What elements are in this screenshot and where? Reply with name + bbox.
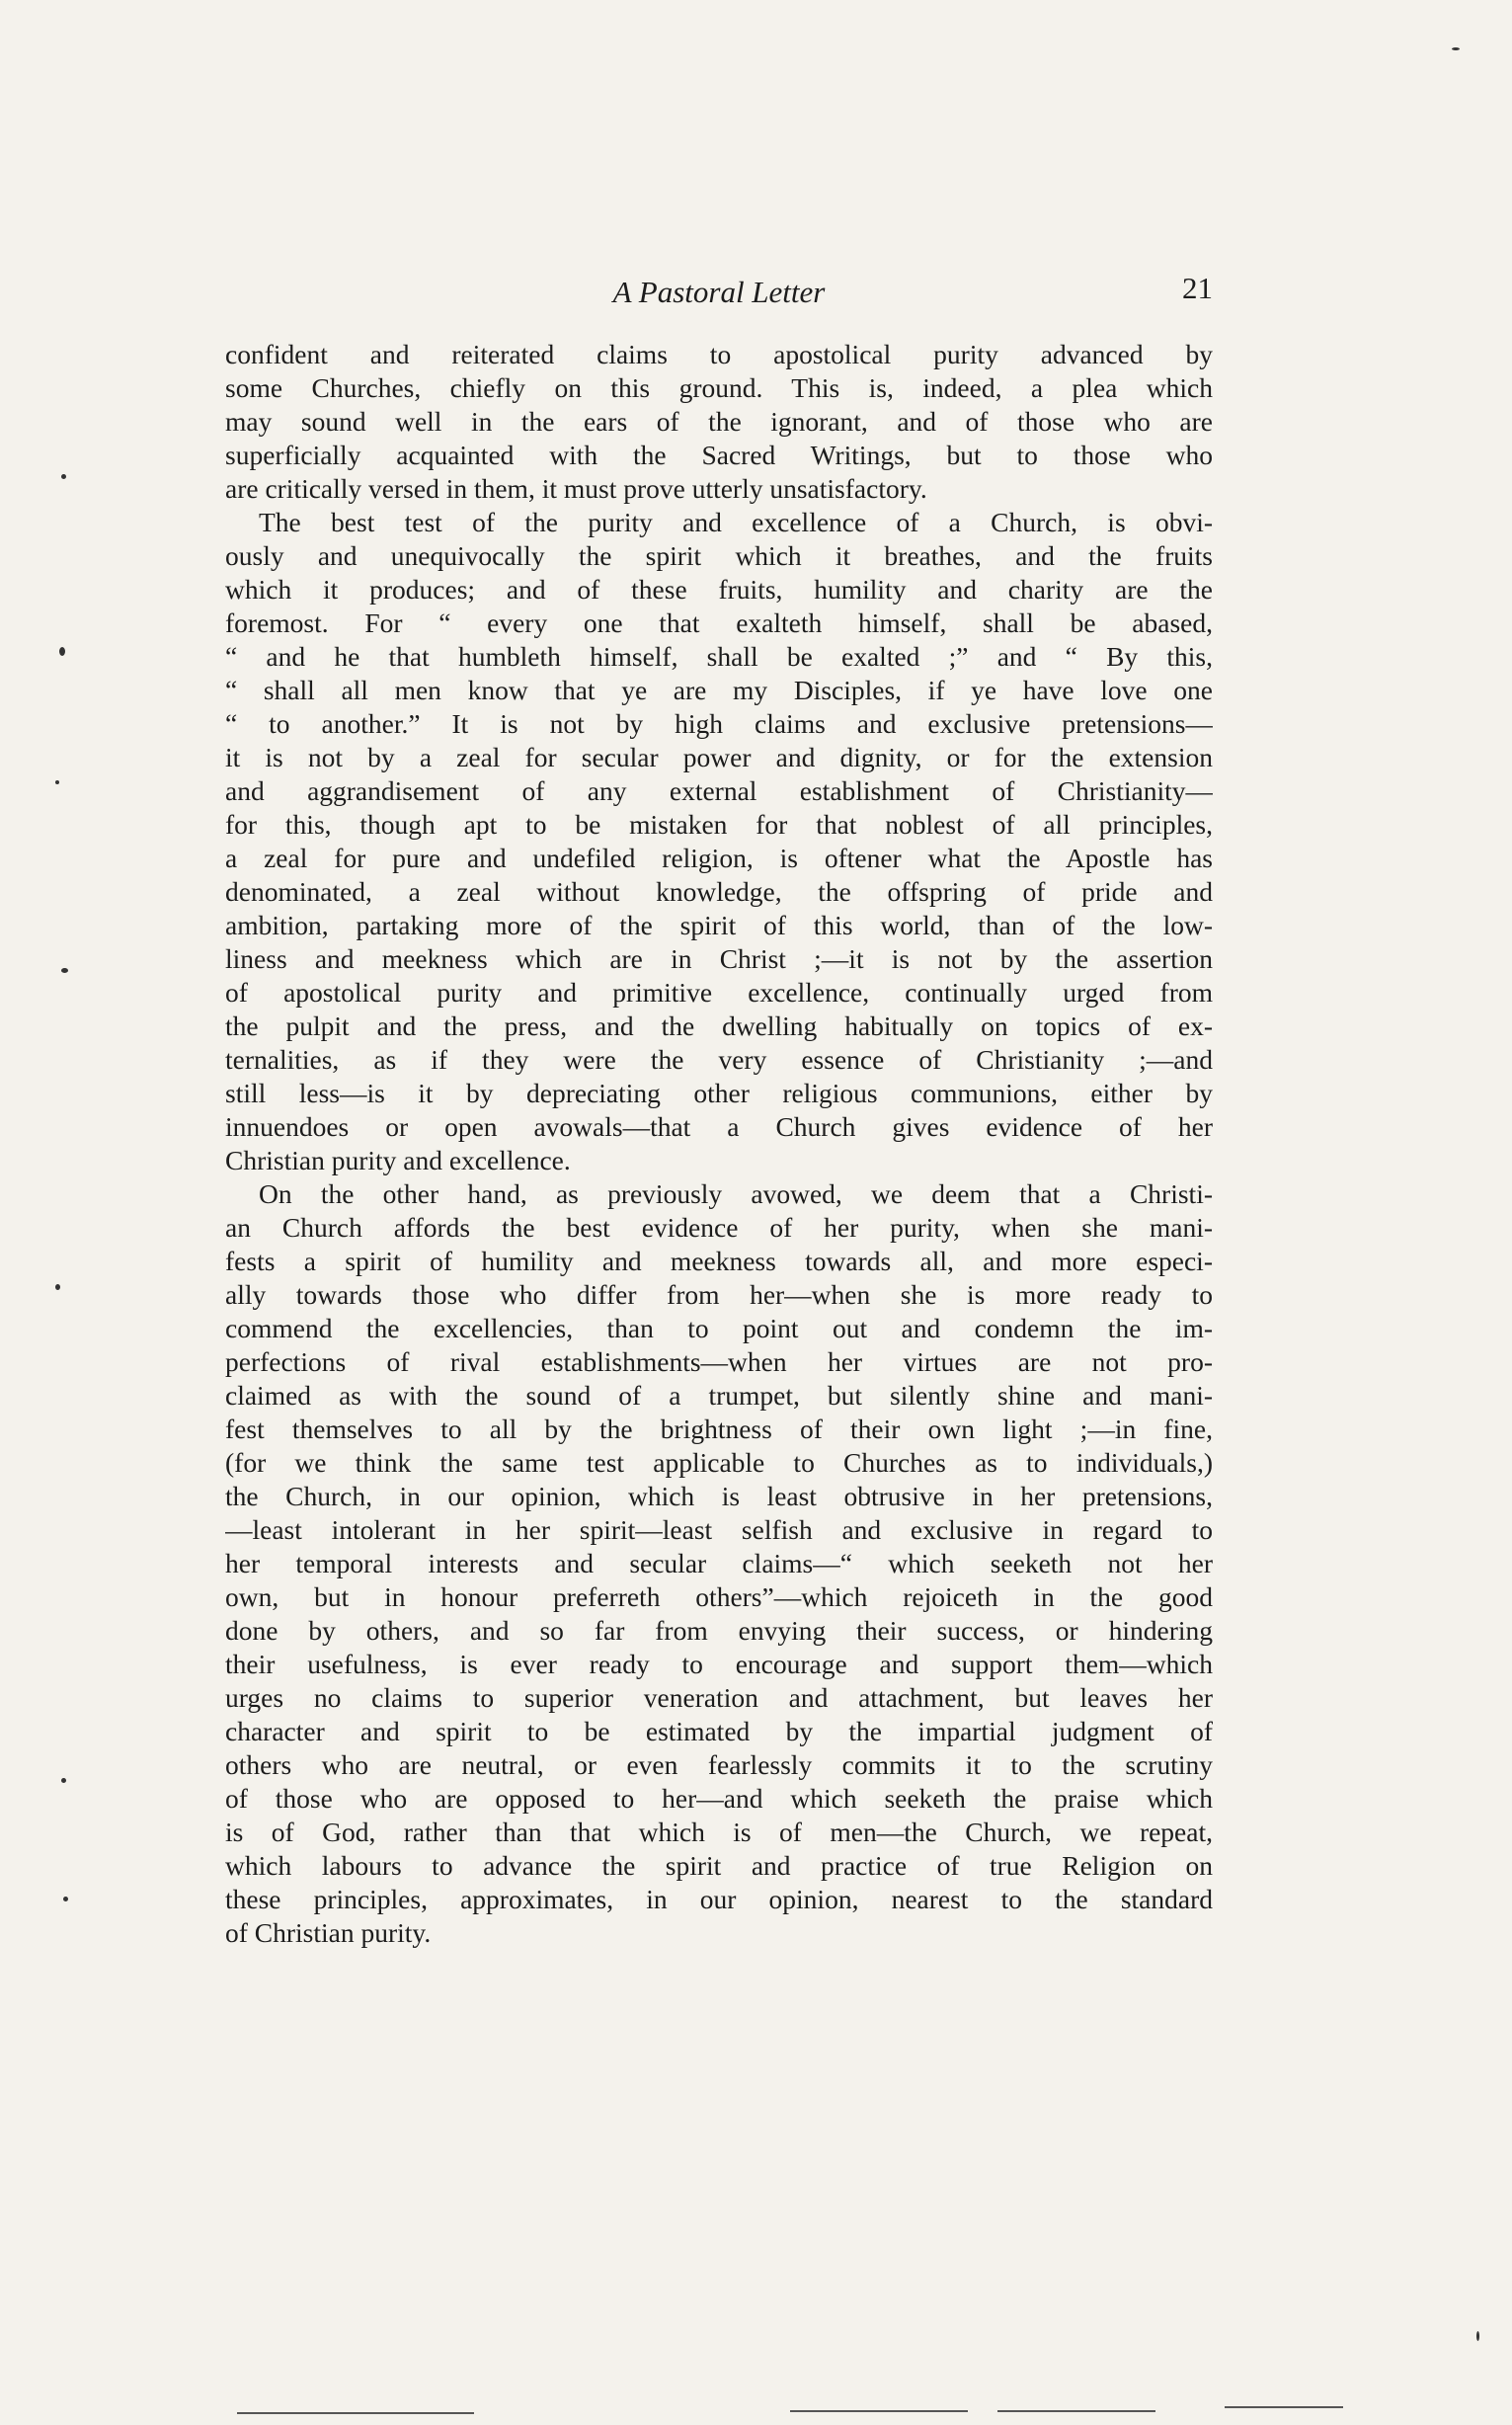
- text-line: of those who are opposed to her—and which seeketh the praise which: [225, 1783, 1213, 1814]
- text-line: fests a spirit of humility and meekness towards all, and more especi-: [225, 1246, 1213, 1276]
- scan-speck: [63, 1897, 68, 1901]
- text-line: of Christian purity.: [225, 1917, 432, 1948]
- text-line: character and spirit to be estimated by the impartial judgment of: [225, 1716, 1213, 1746]
- text-line: a zeal for pure and undefiled religion, is oftener what the Apostle has: [225, 843, 1213, 873]
- text-line: denominated, a zeal without knowledge, the offspring of pride and: [225, 876, 1213, 907]
- text-line: the pulpit and the press, and the dwelling habitually on topics of ex-: [225, 1010, 1213, 1041]
- text-line: (for we think the same test applicable to Churches as to individuals,): [225, 1447, 1213, 1478]
- text-line: the Church, in our opinion, which is least obtrusive in her pretensions,: [225, 1481, 1213, 1511]
- text-line: innuendoes or open avowals—that a Church gives evidence of her: [225, 1111, 1213, 1142]
- text-line: ambition, partaking more of the spirit of this world, than of the low-: [225, 910, 1213, 940]
- scan-edge-line: [790, 2410, 968, 2412]
- text-line: perfections of rival establishments—when her virtues are not pro-: [225, 1346, 1213, 1377]
- text-line: ternalities, as if they were the very essence of Christianity ;—and: [225, 1044, 1213, 1075]
- text-line: On the other hand, as previously avowed, we deem that a Christi-: [259, 1178, 1213, 1209]
- text-line: liness and meekness which are in Christ ;—it is not by the assertion: [225, 943, 1213, 974]
- text-line: ally towards those who differ from her—when she is more ready to: [225, 1279, 1213, 1310]
- text-line: of apostolical purity and primitive excellence, continually urged from: [225, 977, 1213, 1008]
- scan-speck: [61, 1778, 66, 1783]
- paragraph: [225, 506, 1213, 1177]
- text-line: urges no claims to superior veneration and attachment, but leaves her: [225, 1682, 1213, 1713]
- text-line: own, but in honour preferreth others”—which rejoiceth in the good: [225, 1581, 1213, 1612]
- text-line: ously and unequivocally the spirit which it breathes, and the fruits: [225, 540, 1213, 571]
- scan-edge-line: [997, 2410, 1155, 2412]
- scan-edge-line: [237, 2412, 474, 2414]
- scan-speck: [61, 968, 68, 973]
- scan-speck: [1452, 47, 1460, 50]
- text-line: Christian purity and excellence.: [225, 1145, 571, 1175]
- text-line: others who are neutral, or even fearlessly commits it to the scrutiny: [225, 1749, 1213, 1780]
- paragraph: [225, 338, 1213, 506]
- text-line: which it produces; and of these fruits, humility and charity are the: [225, 574, 1213, 605]
- text-line: “ and he that humbleth himself, shall be exalted ;” and “ By this,: [225, 641, 1213, 672]
- text-line: it is not by a zeal for secular power and dignity, or for the extension: [225, 742, 1213, 772]
- text-line: done by others, and so far from envying their success, or hindering: [225, 1615, 1213, 1646]
- text-line: their usefulness, is ever ready to encourage and support them—which: [225, 1649, 1213, 1679]
- scan-speck: [55, 1284, 60, 1290]
- text-line: these principles, approximates, in our opinion, nearest to the standard: [225, 1884, 1213, 1914]
- text-line: some Churches, chiefly on this ground. This is, indeed, a plea which: [225, 372, 1213, 403]
- text-line: confident and reiterated claims to apostolical purity advanced by: [225, 339, 1213, 369]
- text-line: “ to another.” It is not by high claims and exclusive pretensions—: [225, 708, 1213, 739]
- text-line: claimed as with the sound of a trumpet, but silently shine and mani-: [225, 1380, 1213, 1411]
- scan-edge-line: [1225, 2406, 1343, 2408]
- text-line: is of God, rather than that which is of men—the Church, we repeat,: [225, 1817, 1213, 1847]
- text-line: may sound well in the ears of the ignorant, and of those who are: [225, 406, 1213, 437]
- text-line: commend the excellencies, than to point out and condemn the im-: [225, 1313, 1213, 1343]
- paragraph: [225, 1177, 1213, 1950]
- scan-speck: [61, 474, 66, 479]
- text-line: for this, though apt to be mistaken for that noblest of all principles,: [225, 809, 1213, 840]
- body-text: [225, 338, 1213, 1950]
- page-number: 21: [1182, 271, 1213, 305]
- text-line: still less—is it by depreciating other religious communions, either by: [225, 1078, 1213, 1108]
- text-line: an Church affords the best evidence of her purity, when she mani-: [225, 1212, 1213, 1243]
- text-line: foremost. For “ every one that exalteth himself, shall be abased,: [225, 607, 1213, 638]
- text-line: are critically versed in them, it must prove utterly unsatisfactory.: [225, 473, 927, 504]
- running-title: A Pastoral Letter: [612, 275, 826, 309]
- text-line: which labours to advance the spirit and practice of true Religion on: [225, 1850, 1213, 1881]
- text-line: —least intolerant in her spirit—least selfish and exclusive in regard to: [225, 1514, 1213, 1545]
- text-line: fest themselves to all by the brightness of their own light ;—in fine,: [225, 1414, 1213, 1444]
- text-line: “ shall all men know that ye are my Disciples, if ye have love one: [225, 675, 1213, 705]
- text-line: and aggrandisement of any external establishment of Christianity—: [225, 775, 1213, 806]
- text-line: her temporal interests and secular claims—“ which seeketh not her: [225, 1548, 1213, 1578]
- page-header: [225, 271, 1213, 314]
- scan-speck: [55, 780, 59, 784]
- scan-speck: [59, 647, 65, 656]
- text-line: superficially acquainted with the Sacred Writings, but to those who: [225, 440, 1213, 470]
- scan-speck: [1476, 2331, 1479, 2341]
- text-line: The best test of the purity and excellence of a Church, is obvi-: [259, 507, 1213, 537]
